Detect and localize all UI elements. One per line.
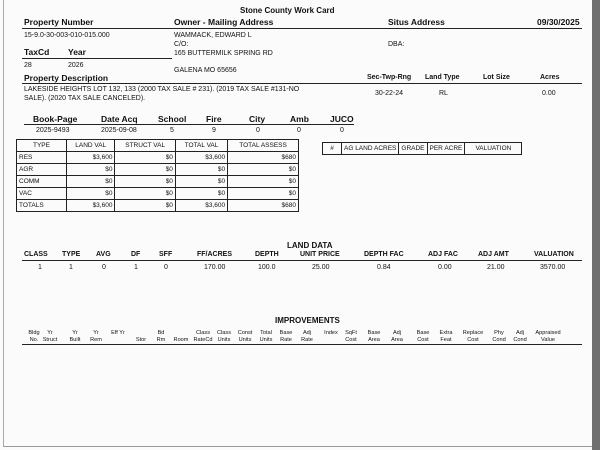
improvements-col-14: Index [324,330,338,336]
improvements-divider [22,344,582,345]
header-divider [22,28,582,29]
improvements-col-12: Base Rate [279,330,293,343]
year-label: Year [68,47,86,57]
col-total-val: TOTAL VAL [175,140,227,152]
property-description-label: Property Description [24,73,109,83]
improvements-col-22: Adj Cond [513,330,527,343]
description-divider [22,83,582,84]
taxcd-divider [22,58,172,59]
card-date: 09/30/2025 [537,17,580,27]
book-page-label: Book-Page [33,114,78,124]
book-page-value: 2025-9493 [36,127,70,134]
land-col-adj-fac: ADJ FAC [428,251,458,258]
improvements-col-8: Class RateCd [193,330,213,343]
improvements-col-5: Stor [135,336,147,343]
table-row: TOTALS $3,600 $0 $3,600 $680 [17,200,299,212]
improvements-col-16: Base Area [367,330,381,343]
improvements-col-10: Const Units [237,330,253,343]
improvements-col-7: Room [173,336,189,343]
improvements-col-4: Eff Yr [111,330,125,336]
improvements-col-20: Replace Cost [462,330,484,343]
land-type-value: RL [439,90,448,97]
amb-value: 0 [297,127,301,134]
book-divider [24,124,354,125]
fire-value: 9 [212,127,216,134]
situs-address-label: Situs Address [388,17,445,27]
land-col-type: TYPE [62,251,81,258]
col-struct-val: STRUCT VAL [115,140,175,152]
lot-size-label: Lot Size [483,74,510,81]
description-line-1: LAKESIDE HEIGHTS LOT 132, 133 (2000 TAX SALE # 231). (2019 TAX SALE #131-NO [24,86,300,93]
land-col-depth: DEPTH [255,251,279,258]
table-row: AGR $0 $0 $0 $0 [17,164,299,176]
property-number-value: 15-9.0-30-003-010-015.000 [24,32,110,39]
land-col-df: DF [131,251,141,258]
land-col-avg: AVG [96,251,111,258]
land-divider [22,260,582,261]
amb-label: Amb [290,114,309,124]
land-col-sff: SFF [159,251,173,258]
owner-street: 165 BUTTERMILK SPRING RD [174,50,273,57]
table-row: VAC $0 $0 $0 $0 [17,188,299,200]
land-col-valuation: VALUATION [534,251,574,258]
acres-label: Acres [540,74,560,81]
owner-city: GALENA MO 65656 [174,67,237,74]
work-card-page: Stone County Work Card Property Number Owner - Mailing Address Situs Address 09/30/2025 15-9.0-30-003-010-015.000 WAMMACK, EDWARD L C/O: 165 BUTTERMILK SPRING RD DBA: TaxCd Year 28 2026 GALENA MO 65656 Property Description Sec-Twp-Rng Land Type Lot Size Acres LAKESIDE HEIGHTS LOT 132, 133 (2000 TAX SALE # 231). (2019 TAX SALE #131-NO SALE). (2020 TAX SALE CANCELED). 30-22-24 RL 0.00 Book-Page Date Acq School Fire City Amb JUCO 2025-9493 2025-09-08 5 9 0 0 0 TYPE LAND VAL STRUCT VAL TOTAL VAL TOTAL ASSESS RES $3,600 $0 $3,600 $680 AGR $0 $0 $0 $0 COMM $0 $0 $0 $0 VAC $0 $0 $0 $0 TOTALS $3,600 $0 $3,600 $680 # AG LAND ACRES GRADE PER ACRE VALUATION LAND DATA CLASS TYPE AVG DF SFF FF/ACRES DEPTH UNIT PRICE DEPTH FAC ADJ FAC ADJ AMT VALUATION 1 1 0 1 0 170.00 100.0 25.00 0.84 0.00 21.00 3570.00 IMPROVEMENTS Bldg No. Yr Struct Yr Built Yr Rem Eff Yr Stor Bd Rm Room Class RateCd Class Units Const Units Total Units Base Rate Adj Rate Index SqFt Cost Base Area Adj Area Base Cost Extra Feat Replace Cost Phy Cond Adj Cond Appraised Value [0,0,600,450]
improvements-col-2: Yr Built [69,330,81,343]
col-land-val: LAND VAL [67,140,115,152]
improvements-col-0: Bldg No. [28,330,40,343]
city-value: 0 [256,127,260,134]
ag-col-acres: AG LAND ACRES [342,143,399,155]
right-edge-shadow [592,0,600,450]
year-value: 2026 [68,62,84,69]
date-acq-value: 2025-09-08 [101,127,137,134]
city-label: City [249,114,266,124]
improvements-col-23: Appraised Value [535,330,561,343]
land-data-title: LAND DATA [287,241,333,250]
improvements-col-13: Adj Rate [301,330,313,343]
ag-col-per-acre: PER ACRE [427,143,465,155]
taxcd-label: TaxCd [24,47,50,57]
ag-land-table [322,142,522,155]
col-type: TYPE [17,140,67,152]
owner-label: Owner - Mailing Address [174,17,274,27]
valuation-table [16,139,299,212]
land-col-class: CLASS [24,251,48,258]
improvements-col-17: Adj Area [391,330,403,343]
improvements-col-15: SqFt Cost [345,330,357,343]
improvements-col-19: Extra Feat [439,330,453,343]
land-col-unit-price: UNIT PRICE [300,251,340,258]
improvements-col-3: Yr Rem [90,330,102,343]
land-col-ff-acres: FF/ACRES [197,251,232,258]
card-title: Stone County Work Card [240,6,335,15]
juco-value: 0 [340,127,344,134]
table-row: RES $3,600 $0 $3,600 $680 [17,152,299,164]
improvements-col-6: Bd Rm [156,330,166,343]
land-col-depth-fac: DEPTH FAC [364,251,404,258]
owner-name: WAMMACK, EDWARD L [174,32,252,39]
table-row: COMM $0 $0 $0 $0 [17,176,299,188]
sec-twp-rng-label: Sec-Twp-Rng [367,74,412,81]
school-label: School [158,114,187,124]
land-type-label: Land Type [425,74,460,81]
sec-twp-rng-value: 30-22-24 [375,90,404,97]
ag-col-valuation: VALUATION [465,143,522,155]
land-col-adj-amt: ADJ AMT [478,251,509,258]
ag-col-number: # [323,143,342,155]
fire-label: Fire [206,114,222,124]
acres-value: 0.00 [542,90,556,97]
improvements-col-1: Yr Struct [42,330,58,343]
improvements-title: IMPROVEMENTS [275,316,340,325]
taxcd-value: 28 [24,62,32,69]
card-frame [3,0,594,447]
date-acq-label: Date Acq [101,114,138,124]
description-line-2: SALE). (2020 TAX SALE CANCELED). [24,95,146,102]
ag-col-grade: GRADE [399,143,427,155]
owner-co: C/O: [174,41,189,48]
improvements-col-11: Total Units [259,330,273,343]
col-total-assess: TOTAL ASSESS [228,140,299,152]
improvements-col-9: Class Units [217,330,231,343]
dba-label: DBA: [388,41,405,48]
property-number-label: Property Number [24,17,94,27]
improvements-col-21: Phy Cond [492,330,506,343]
juco-label: JUCO [330,114,354,124]
school-value: 5 [170,127,174,134]
improvements-col-18: Base Cost [416,330,430,343]
